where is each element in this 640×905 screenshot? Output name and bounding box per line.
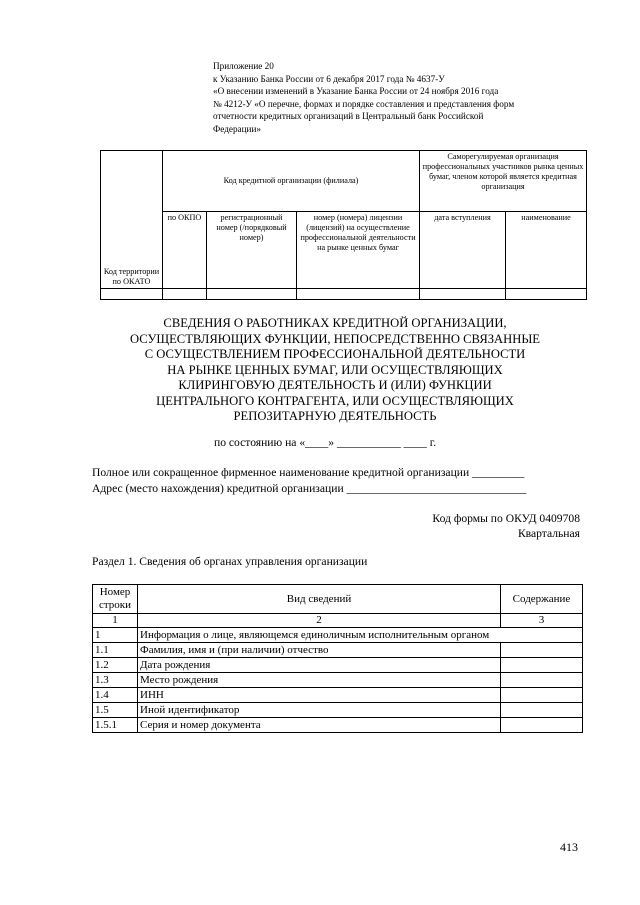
annex-line-2: к Указанию Банка России от 6 декабря 2017 года № 4637-У bbox=[213, 73, 445, 84]
empty-cell[interactable] bbox=[506, 289, 587, 300]
annex-line-3: «О внесении изменений в Указание Банка России от 24 ноября 2016 года bbox=[213, 86, 499, 97]
header-empty-row bbox=[101, 289, 587, 300]
reg-number-header: регистрационный номер (/порядковый номер) bbox=[207, 212, 297, 289]
table-row bbox=[93, 673, 583, 688]
row-label: Фамилия, имя и (при наличии) отчество bbox=[138, 643, 501, 658]
empty-cell[interactable] bbox=[163, 289, 207, 300]
title-line-4: НА РЫНКЕ ЦЕННЫХ БУМАГ, ИЛИ ОСУЩЕСТВЛЯЮЩИХ bbox=[167, 362, 503, 377]
row-content-cell[interactable] bbox=[501, 688, 583, 703]
col-number-3: 3 bbox=[501, 614, 583, 628]
annex-line-1: Приложение 20 bbox=[213, 61, 274, 71]
empty-cell[interactable] bbox=[207, 289, 297, 300]
table-row bbox=[93, 718, 583, 733]
okato-header: Код территории по ОКАТО bbox=[101, 151, 163, 289]
header-table bbox=[100, 150, 587, 300]
row-label: Иной идентификатор bbox=[138, 703, 501, 718]
row-content-cell[interactable] bbox=[501, 718, 583, 733]
col-number-2: 2 bbox=[138, 614, 501, 628]
table-row bbox=[93, 628, 583, 643]
row-label: Информация о лице, являющемся единоличным исполнительным органом bbox=[138, 628, 583, 643]
section-title: Раздел 1. Сведения об органах управления организации bbox=[92, 555, 368, 568]
annex-header bbox=[213, 60, 514, 136]
annex-line-5: отчетности кредитных организаций в Центральный банк Российской bbox=[213, 111, 484, 122]
row-number: 1.5 bbox=[93, 703, 138, 718]
annex-line-4: № 4212-У «О перечне, формах и порядке составления и представления форм bbox=[213, 98, 515, 109]
row-label: Дата рождения bbox=[138, 658, 501, 673]
empty-cell[interactable] bbox=[420, 289, 506, 300]
org-name-line: Полное или сокращенное фирменное наименование кредитной организации _________ bbox=[92, 466, 525, 479]
title-line-3: С ОСУЩЕСТВЛЕНИЕМ ПРОФЕССИОНАЛЬНОЙ ДЕЯТЕЛЬНОСТИ bbox=[144, 347, 526, 361]
col-number-1: 1 bbox=[93, 614, 138, 628]
row-number: 1 bbox=[93, 628, 138, 643]
title-line-2: ОСУЩЕСТВЛЯЮЩИХ ФУНКЦИИ, НЕПОСРЕДСТВЕННО СВЯЗАННЫЕ bbox=[130, 331, 540, 346]
empty-cell[interactable] bbox=[297, 289, 420, 300]
row-number: 1.1 bbox=[93, 643, 138, 658]
col-row-number-header: Номер строки bbox=[93, 585, 138, 614]
license-header: номер (номера) лицензии (лицензий) на осуществление профессиональной деятельности на рынке ценных бумаг bbox=[297, 212, 420, 289]
empty-cell[interactable] bbox=[101, 289, 163, 300]
org-address-line: Адрес (место нахождения) кредитной организации _______________________________ bbox=[92, 482, 527, 495]
row-number: 1.5.1 bbox=[93, 718, 138, 733]
title-line-6: ЦЕНТРАЛЬНОГО КОНТРАГЕНТА, ИЛИ ОСУЩЕСТВЛЯЮЩИХ bbox=[156, 393, 514, 408]
as-of-date: по состоянию на «____» ___________ ____ г. bbox=[214, 436, 437, 449]
section-table bbox=[92, 584, 583, 733]
table-row bbox=[93, 703, 583, 718]
row-content-cell[interactable] bbox=[501, 703, 583, 718]
row-content-cell[interactable] bbox=[501, 643, 583, 658]
periodicity: Квартальная bbox=[517, 527, 580, 540]
annex-line-6: Федерации» bbox=[213, 123, 261, 134]
form-code: Код формы по ОКУД 0409708 bbox=[432, 512, 580, 525]
col-info-type-header: Вид сведений bbox=[138, 585, 501, 614]
page-number: 413 bbox=[560, 840, 578, 854]
title-line-5: КЛИРИНГОВУЮ ДЕЯТЕЛЬНОСТЬ И (ИЛИ) ФУНКЦИИ bbox=[178, 378, 492, 392]
row-content-cell[interactable] bbox=[501, 673, 583, 688]
table-row bbox=[93, 658, 583, 673]
sro-header: Саморегулируемая организация профессиональных участников рынка ценных бумаг, членом которой является кредитная организация bbox=[420, 151, 587, 212]
row-label: Серия и номер документа bbox=[138, 718, 501, 733]
row-label: Место рождения bbox=[138, 673, 501, 688]
sro-name-header: наименование bbox=[506, 212, 587, 289]
join-date-header: дата вступления bbox=[420, 212, 506, 289]
org-code-header: Код кредитной организации (филиала) bbox=[163, 151, 420, 212]
document-title bbox=[80, 316, 590, 425]
row-label: ИНН bbox=[138, 688, 501, 703]
okpo-header: по ОКПО bbox=[163, 212, 207, 289]
row-number: 1.2 bbox=[93, 658, 138, 673]
row-number: 1.4 bbox=[93, 688, 138, 703]
col-content-header: Содержание bbox=[501, 585, 583, 614]
title-line-7: РЕПОЗИТАРНУЮ ДЕЯТЕЛЬНОСТЬ bbox=[233, 409, 437, 423]
row-content-cell[interactable] bbox=[501, 658, 583, 673]
table-row bbox=[93, 643, 583, 658]
title-line-1: СВЕДЕНИЯ О РАБОТНИКАХ КРЕДИТНОЙ ОРГАНИЗАЦИИ, bbox=[163, 316, 507, 330]
row-number: 1.3 bbox=[93, 673, 138, 688]
table-row bbox=[93, 688, 583, 703]
